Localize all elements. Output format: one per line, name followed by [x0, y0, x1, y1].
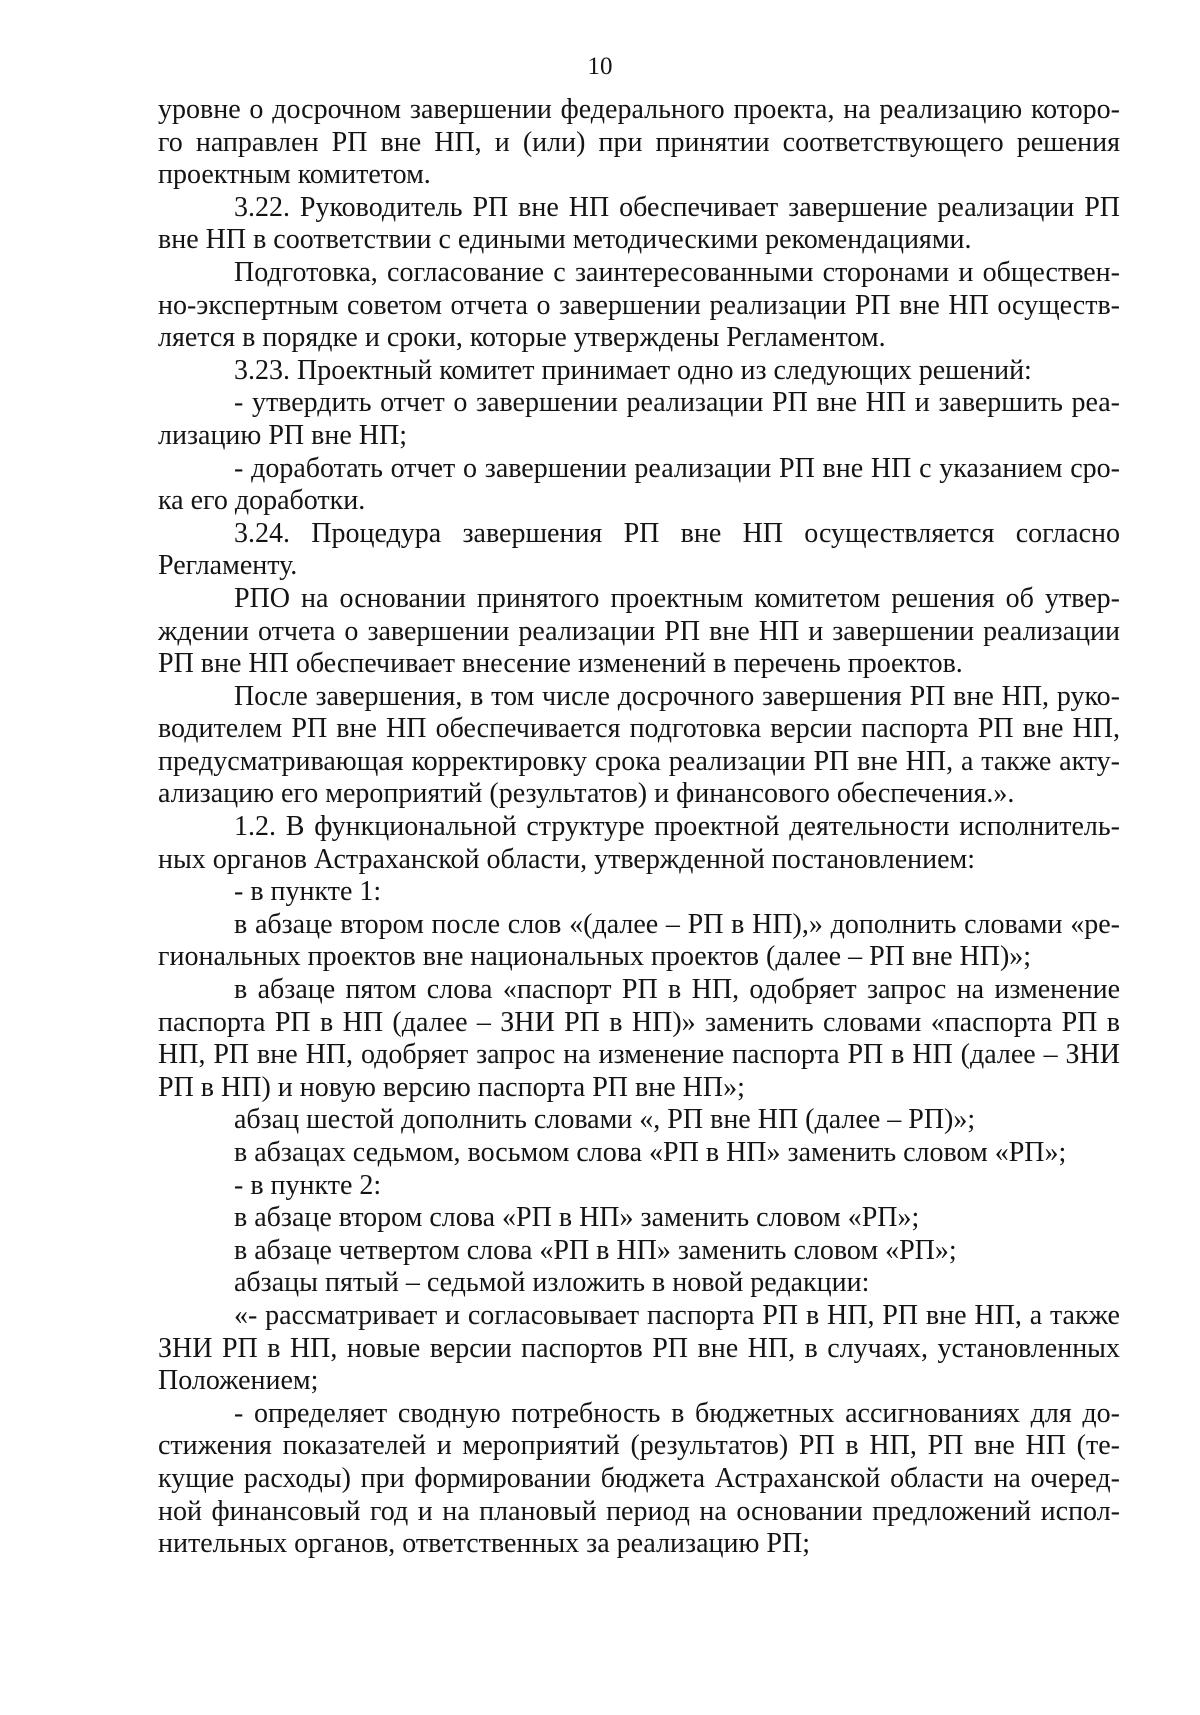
paragraph: - доработать отчет о завершении реализации РП вне НП с указанием срока его доработки. — [158, 452, 1120, 517]
document-body — [158, 94, 1120, 1561]
paragraph: в абзаце втором после слов «(далее – РП в НП),» дополнить словами «региональных проектов вне национальных проектов (далее – РП вне НП)»; — [158, 908, 1120, 973]
paragraph: После завершения, в том числе досрочного завершения РП вне НП, руководителем РП вне НП обеспечивается подготовка версии паспорта РП вне НП, предусматривающая корректировку срока реализации РП вне НП, а также актуализацию его мероприятий (результатов) и финансового обеспечения.». — [158, 680, 1120, 810]
paragraph: - в пункте 2: — [234, 1169, 382, 1201]
paragraph: в абзаце втором слова «РП в НП» заменить словом «РП»; — [234, 1202, 920, 1234]
paragraph: 3.23. Проектный комитет принимает одно из следующих решений: — [234, 354, 1032, 386]
paragraph: в абзаце пятом слова «паспорт РП в НП, одобряет запрос на изменение паспорта РП в НП (далее – ЗНИ РП в НП)» заменить словами «паспорта РП в НП, РП вне НП, одобряет запрос на изменение паспорта РП в НП (далее – ЗНИ РП в НП) и новую версию паспорта РП вне НП»; — [158, 974, 1120, 1103]
paragraph: Подготовка, согласование с заинтересованными сторонами и общественно-экспертным советом отчета о завершении реализации РП вне НП осуществляется в порядке и сроки, которые утверждены Регламентом. — [158, 256, 1120, 354]
page-number: 10 — [587, 53, 613, 80]
paragraph: 1.2. В функциональной структуре проектной деятельности исполнительных органов Астраханской области, утвержденной постановлением: — [158, 811, 1120, 875]
paragraph: абзац шестой дополнить словами «, РП вне НП (далее – РП)»; — [234, 1104, 976, 1136]
paragraph: абзацы пятый – седьмой изложить в новой редакции: — [234, 1267, 870, 1299]
paragraph: - утвердить отчет о завершении реализации РП вне НП и завершить реализацию РП вне НП; — [158, 387, 1120, 451]
paragraph: - в пункте 1: — [234, 876, 382, 908]
paragraph: «- рассматривает и согласовывает паспорта РП в НП, РП вне НП, а также ЗНИ РП в НП, новые версии паспортов РП вне НП, в случаях, установленных Положением; — [158, 1299, 1120, 1397]
paragraph: 3.24. Процедура завершения РП вне НП осуществляется согласно Регламенту. — [158, 517, 1120, 582]
paragraph: 3.22. Руководитель РП вне НП обеспечивает завершение реализации РП вне НП в соответствии с едиными методическими рекомендациями. — [158, 191, 1120, 256]
paragraph: уровне о досрочном завершении федерального проекта, на реализацию которого направлен РП вне НП, и (или) при принятии соответствующего решения проектным комитетом. — [158, 94, 1120, 191]
paragraph: в абзаце четвертом слова «РП в НП» заменить словом «РП»; — [234, 1234, 957, 1266]
paragraph: - определяет сводную потребность в бюджетных ассигнованиях для достижения показателей и мероприятий (результатов) РП в НП, РП вне НП (текущие расходы) при формировании бюджета Астраханской области на очередной финансовый год и на плановый период на основании предложений исполнительных органов, ответственных за реализацию РП; — [158, 1397, 1120, 1560]
paragraph: в абзацах седьмом, восьмом слова «РП в НП» заменить словом «РП»; — [234, 1137, 1067, 1168]
paragraph: РПО на основании принятого проектным комитетом решения об утверждении отчета о завершении реализации РП вне НП и завершении реализации РП вне НП обеспечивает внесение изменений в перечень проектов. — [158, 582, 1120, 680]
